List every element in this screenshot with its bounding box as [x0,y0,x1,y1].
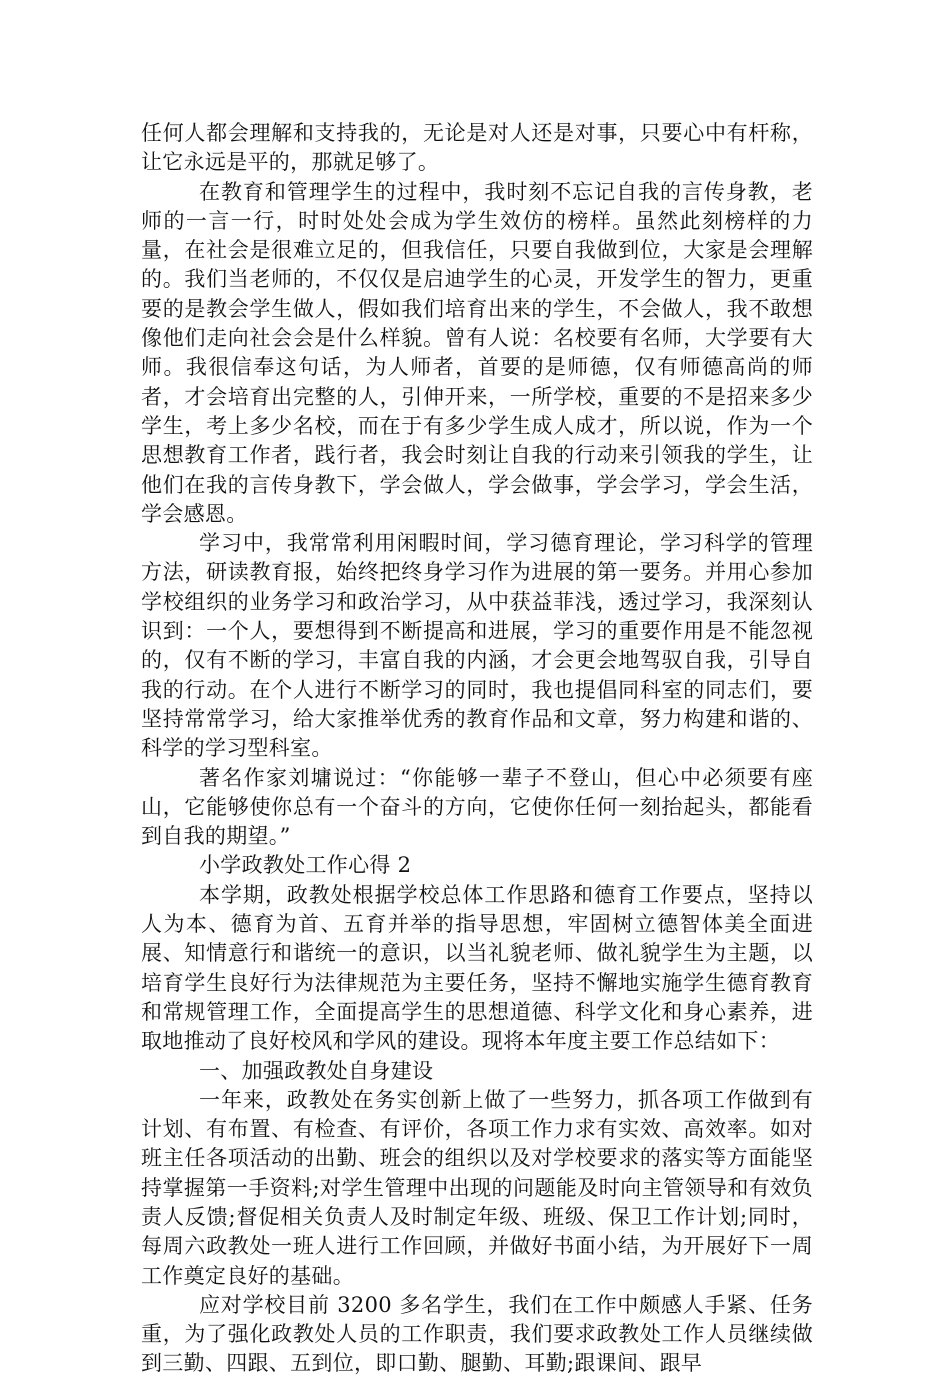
paragraph-4: 著名作家刘墉说过：“你能够一辈子不登山，但心中必须要有座山，它能够使你总有一个奋斗的方向，它使你任何一刻抬起头，都能看到自我的期望。” [141,765,813,849]
paragraph-2: 在教育和管理学生的过程中，我时刻不忘记自我的言传身教，老师的一言一行，时时处处会成为学生效仿的榜样。虽然此刻榜样的力量，在社会是很难立足的，但我信任，只要自我做到位，大家是会理解的。我们当老师的，不仅仅是启迪学生的心灵，开发学生的智力，更重要的是教会学生做人，假如我们培育出来的学生，不会做人，我不敢想像他们走向社会会是什么样貌。曾有人说：名校要有名师，大学要有大师。我很信奉这句话，为人师者，首要的是师德，仅有师德高尚的师者，才会培育出完整的人，引伸开来，一所学校，重要的不是招来多少学生，考上多少名校，而在于有多少学生成人成才，所以说，作为一个思想教育工作者，践行者，我会时刻让自我的行动来引领我的学生，让他们在我的言传身教下，学会做人，学会做事，学会学习，学会生活，学会感恩。 [141,179,813,526]
paragraph-7: 应对学校目前 3200 多名学生，我们在工作中颇感人手紧、任务重，为了强化政教处人员的工作职责，我们要求政教处工作人员继续做到三勤、四跟、五到位，即口勤、腿勤、耳勤;跟课间、跟早 [141,1292,813,1376]
paragraph-6: 一年来，政教处在务实创新上做了一些努力，抓各项工作做到有计划、有布置、有检查、有评价，各项工作力求有实效、高效率。如对班主任各项活动的出勤、班会的组织以及对学校要求的落实等方面能坚持掌握第一手资料;对学生管理中出现的问题能及时向主管领导和有效负责人反馈;督促相关负责人及时制定年级、班级、保卫工作计划;同时，每周六政教处一班人进行工作回顾，并做好书面小结，为开展好下一周工作奠定良好的基础。 [141,1087,813,1288]
paragraph-1: 任何人都会理解和支持我的，无论是对人还是对事，只要心中有杆称，让它永远是平的，那就足够了。 [141,121,813,175]
document-page [141,119,813,1379]
paragraph-3: 学习中，我常常利用闲暇时间，学习德育理论，学习科学的管理方法，研读教育报，始终把终身学习作为进展的第一要务。并用心参加学校组织的业务学习和政治学习，从中获益菲浅，透过学习，我深刻认识到：一个人，要想得到不断提高和进展，学习的重要作用是不能忽视的，仅有不断的学习，丰富自我的内涵，才会更会地驾驭自我，引导自我的行动。在个人进行不断学习的同时，我也提倡同科室的同志们，要坚持常常学习，给大家推举优秀的教育作品和文章，努力构建和谐的、科学的学习型科室。 [141,531,813,761]
section-title-2: 小学政教处工作心得 2 [199,853,412,878]
section-heading-1: 一、加强政教处自身建设 [199,1058,434,1083]
paragraph-5: 本学期，政教处根据学校总体工作思路和德育工作要点，坚持以人为本、德育为首、五育并举的指导思想，牢固树立德智体美全面进展、知情意行和谐统一的意识，以当礼貌老师、做礼貌学生为主题，以培育学生良好行为法律规范为主要任务，坚持不懈地实施学生德育教育和常规管理工作，全面提高学生的思想道德、科学文化和身心素养，进取地推动了良好校风和学风的建设。现将本年度主要工作总结如下： [141,882,813,1054]
